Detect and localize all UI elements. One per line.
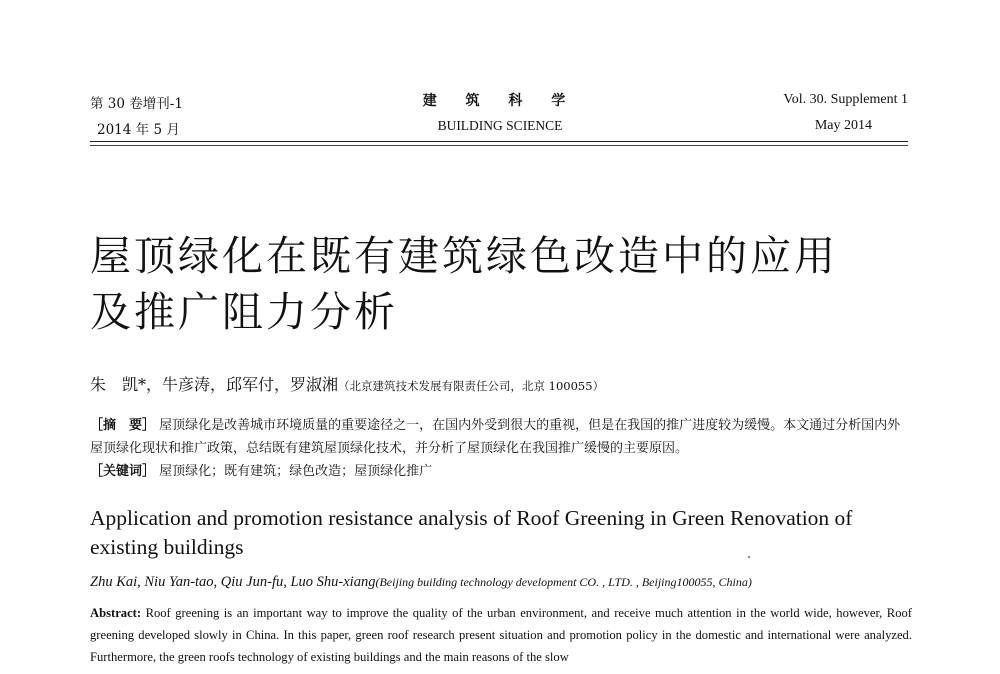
date-cn: 2014 年 5 月 [97, 122, 180, 138]
keywords-text-cn: 屋顶绿化；既有建筑；绿色改造；屋顶绿化推广 [159, 464, 433, 479]
paper-title-cn: 屋顶绿化在既有建筑绿色改造中的应用及推广阻力分析 [90, 232, 838, 336]
header-rule-thick [90, 141, 908, 142]
author-names-en: Zhu Kai, Niu Yan-tao, Qiu Jun-fu, Luo Shu-xiang [90, 574, 376, 590]
abstract-cn [90, 414, 912, 483]
volume-en: Vol. 30. Supplement 1 [783, 92, 908, 107]
affiliation-cn: （北京建筑技术发展有限责任公司，北京 100055） [338, 379, 605, 393]
header-rule-thin [90, 145, 908, 146]
authors-cn [90, 372, 604, 395]
date-en: May 2014 [814, 118, 872, 133]
abstract-text-en: Roof greening is an important way to improve the quality of the urban environment, and receive much attention in the world wide, however, Roof greening developed slowly in China. In this paper, green roof research present situation and promotion policy in the domestic and international were analyzed. Furthermore, the green roofs technology of existing buildings and the main reasons of the slow [90, 606, 912, 664]
author-names-cn: 朱 凯*，牛彦涛，邱军付，罗淑湘 [90, 375, 339, 394]
keywords-label-cn: ［关键词］ [90, 464, 156, 479]
volume-cn: 第 30 卷增刊-1 [90, 96, 183, 112]
journal-title-cn: 建 筑 科 学 [422, 93, 578, 109]
paper-title-en: Application and promotion resistance analysis of Roof Greening in Green Renovation of existing buildings [90, 506, 853, 559]
affiliation-en: (Beijing building technology development CO. , LTD. , Beijing100055, China) [375, 575, 752, 589]
abstract-text-cn: 屋顶绿化是改善城市环境质量的重要途径之一，在国内外受到很大的重视，但是在我国的推广进度较为缓慢。本文通过分析国内外屋顶绿化现状和推广政策，总结既有建筑屋顶绿化技术，并分析了屋顶绿化在我国推广缓慢的主要原因。 [90, 418, 901, 456]
authors-en [90, 574, 752, 591]
abstract-label-cn: ［摘 要］ [90, 418, 156, 433]
journal-title-en: BUILDING SCIENCE [437, 118, 563, 133]
abstract-label-en: Abstract: [90, 606, 142, 620]
stray-dot [748, 556, 750, 558]
abstract-en [90, 602, 912, 668]
